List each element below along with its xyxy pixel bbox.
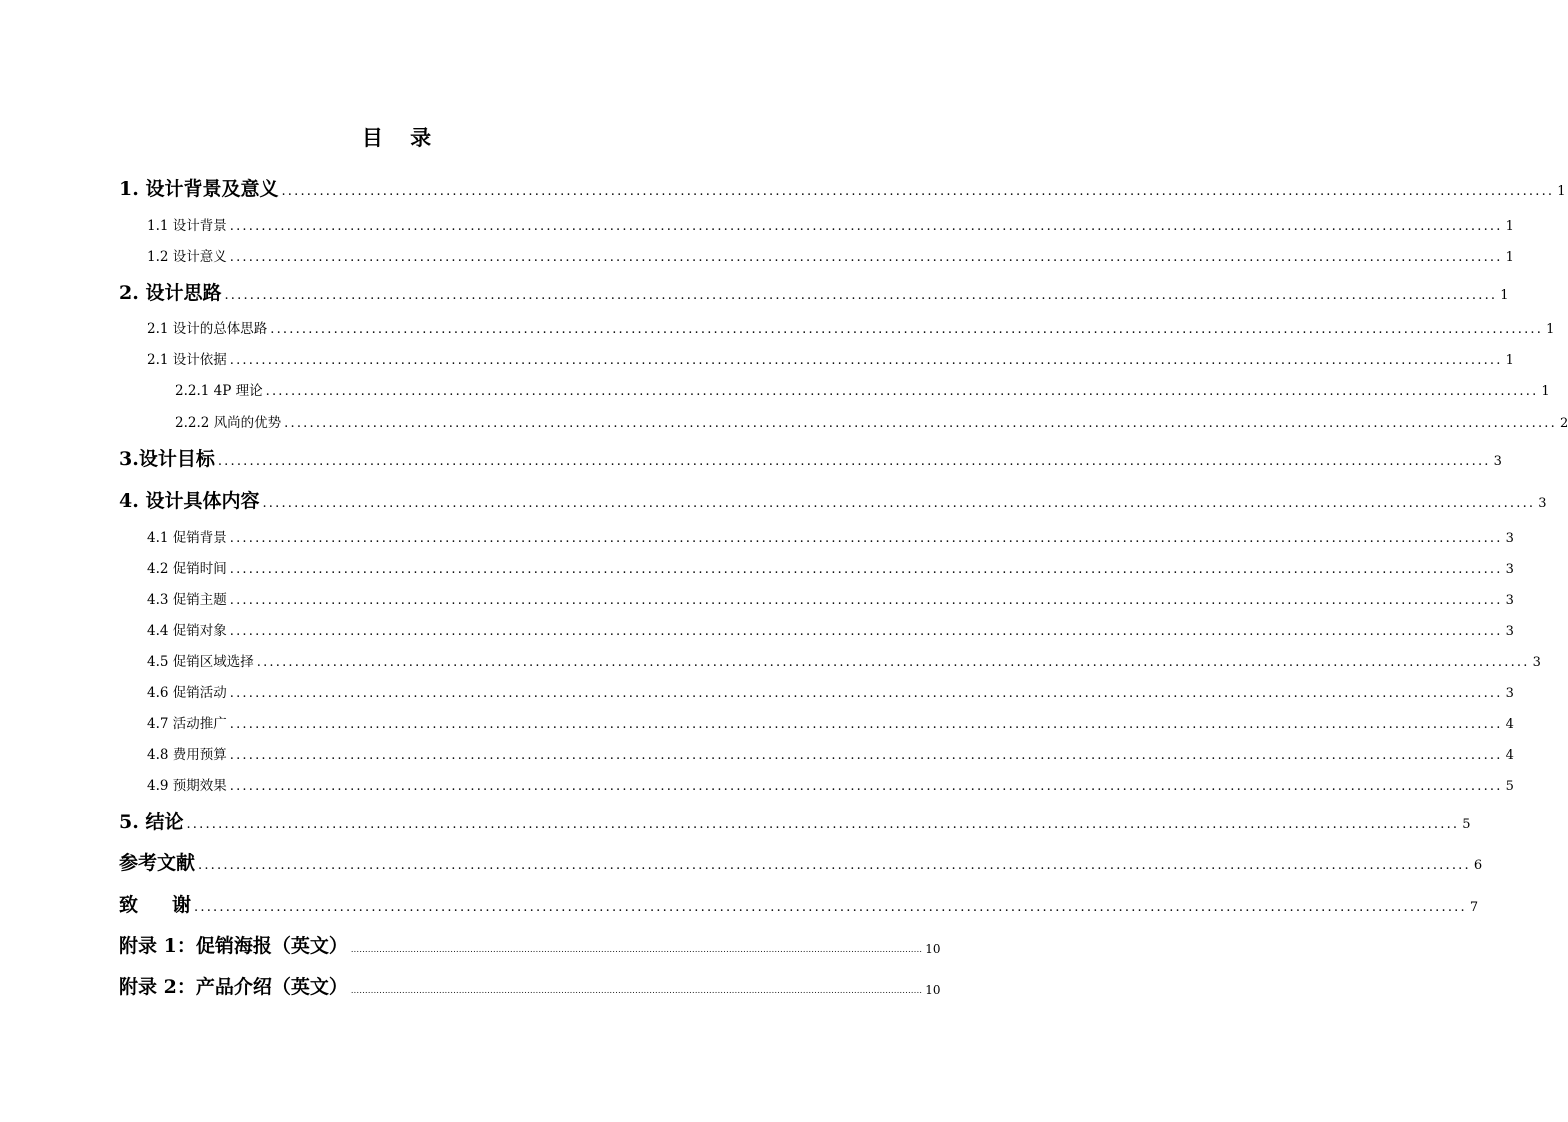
- dot-leader: .........................................................................................................................................................................................................: [217, 454, 1491, 469]
- toc-entry-label: 4.1 促销背景: [147, 530, 227, 546]
- toc-page-number: 1: [1505, 219, 1514, 234]
- toc-entry-4[interactable]: [119, 486, 1547, 513]
- toc-entry-label: 4.6 促销活动: [147, 685, 227, 701]
- toc-entry-5[interactable]: [119, 807, 1471, 834]
- toc-entry-2-1b[interactable]: [147, 348, 1514, 368]
- toc-page-number: 5: [1462, 817, 1471, 832]
- toc-page-number: 3: [1505, 531, 1514, 546]
- toc-entry-2[interactable]: [119, 278, 1509, 305]
- toc-entry-label-part: 致: [119, 894, 139, 916]
- dot-leader: .........................................................................................................................................................................................................: [284, 416, 1557, 431]
- toc-entry-label: 5. 结论: [119, 811, 184, 833]
- toc-page-number: 1: [1546, 322, 1555, 337]
- toc-page-number: 1: [1541, 384, 1550, 399]
- toc-page-number: 10: [925, 942, 941, 956]
- dot-leader: .........................................................................................................................................................................................................: [229, 562, 1503, 577]
- toc-entry-label: 1. 设计背景及意义: [119, 178, 279, 200]
- toc-page-number: 1: [1557, 184, 1566, 199]
- toc-page-number: 3: [1538, 496, 1547, 511]
- toc-entry-label: 3.设计目标: [119, 448, 215, 470]
- toc-entry-references[interactable]: [119, 848, 1483, 875]
- toc-entry-label: 1.1 设计背景: [147, 218, 227, 234]
- toc-page-number: 3: [1505, 686, 1514, 701]
- dot-leader: .........................................................................................................................................................................................................: [281, 184, 1555, 199]
- dot-leader: .........................................................................................................................................................................................................: [194, 900, 1467, 915]
- toc-entry-1[interactable]: [119, 174, 1566, 201]
- toc-page-number: 1: [1505, 353, 1514, 368]
- toc-entry-4-9[interactable]: [147, 774, 1514, 794]
- dot-leader: .........................................................................................................................................................................................................: [229, 717, 1503, 732]
- dot-leader: .........................................................................................................................................................................................................: [229, 748, 1503, 763]
- toc-entry-label: 4.3 促销主题: [147, 592, 227, 608]
- toc-entry-4-3[interactable]: [147, 588, 1514, 608]
- toc-page-number: 4: [1505, 748, 1514, 763]
- dot-leader: .........................................................................................................................................................................................................: [229, 624, 1503, 639]
- toc-entry-label: 2.1 设计依据: [147, 352, 227, 368]
- dot-leader: .........................................................................................................................................................................................................: [198, 858, 1471, 873]
- toc-entry-label: 4.8 费用预算: [147, 747, 227, 763]
- toc-entry-label: 4.7 活动推广: [147, 716, 227, 732]
- toc-entry-2-1[interactable]: [147, 317, 1555, 337]
- toc-entry-4-5[interactable]: [147, 650, 1541, 670]
- toc-entry-label: 附录 1：促销海报（英文）: [119, 935, 348, 957]
- toc-entry-label: 2.1 设计的总体思路: [147, 321, 268, 337]
- toc-entry-label-part: 谢: [172, 894, 192, 916]
- toc-entry-label: 2.2.1 4P 理论: [175, 383, 263, 399]
- toc-entry-label: 2. 设计思路: [119, 282, 222, 304]
- toc-entry-appendix-1[interactable]: [119, 931, 941, 958]
- toc-title: 目 录: [361, 125, 442, 150]
- toc-page-number: 10: [925, 983, 941, 997]
- dot-leader: .........................................................................................................................................................................................................: [229, 531, 1503, 546]
- toc-entry-label: 参考文献: [119, 852, 196, 874]
- toc-page-number: 4: [1505, 717, 1514, 732]
- toc-page-number: 1: [1500, 288, 1509, 303]
- dot-leader: .........................................................................................................................................................................................................: [229, 686, 1503, 701]
- dot-leader: .........................................................................................................................................................................................................: [186, 817, 1460, 832]
- toc-entry-label: 4. 设计具体内容: [119, 490, 260, 512]
- toc-entry-label: 2.2.2 风尚的优势: [175, 415, 282, 431]
- dot-leader: .........................................................................................................................................................................................................: [229, 353, 1503, 368]
- dot-leader: .........................................................................................................................................................................................................: [262, 496, 1536, 511]
- dot-leader: .........................................................................................................................................................................................................: [229, 779, 1503, 794]
- dot-leader: .........................................................................................................................................................................................................: [350, 986, 923, 995]
- toc-entry-3[interactable]: [119, 444, 1502, 471]
- toc-page-number: 7: [1469, 900, 1479, 915]
- toc-page-number: 5: [1505, 779, 1514, 794]
- dot-leader: .........................................................................................................................................................................................................: [229, 219, 1503, 234]
- toc-entry-4-1[interactable]: [147, 526, 1514, 546]
- toc-page-number: 3: [1505, 593, 1514, 608]
- toc-page-number: 3: [1505, 562, 1514, 577]
- toc-entry-appendix-2[interactable]: [119, 972, 941, 999]
- toc-page-number: 6: [1473, 858, 1483, 873]
- toc-entry-4-2[interactable]: [147, 557, 1514, 577]
- toc-entry-label: 4.2 促销时间: [147, 561, 227, 577]
- dot-leader: .........................................................................................................................................................................................................: [350, 945, 923, 954]
- toc-entry-label: 4.9 预期效果: [147, 778, 227, 794]
- toc-entry-label: 4.4 促销对象: [147, 623, 227, 639]
- toc-page-number: 3: [1493, 454, 1502, 469]
- toc-entry-4-6[interactable]: [147, 681, 1514, 701]
- toc-entry-label: 附录 2：产品介绍（英文）: [119, 976, 348, 998]
- dot-leader: .........................................................................................................................................................................................................: [256, 655, 1530, 670]
- dot-leader: .........................................................................................................................................................................................................: [265, 384, 1539, 399]
- toc-page-number: 1: [1505, 250, 1514, 265]
- toc-entry-label: [119, 890, 191, 917]
- toc-page-number: 3: [1505, 624, 1514, 639]
- toc-entry-2-2-2[interactable]: [175, 411, 1568, 431]
- toc-entry-1-2[interactable]: [147, 245, 1514, 265]
- toc-entry-1-1[interactable]: [147, 214, 1514, 234]
- toc-entry-label: 4.5 促销区域选择: [147, 654, 254, 670]
- toc-entry-4-4[interactable]: [147, 619, 1514, 639]
- dot-leader: .........................................................................................................................................................................................................: [270, 322, 1544, 337]
- toc-entry-acknowledgements[interactable]: [119, 890, 1479, 917]
- toc-entry-4-8[interactable]: [147, 743, 1514, 763]
- toc-page-number: 2: [1559, 416, 1568, 431]
- toc-entry-4-7[interactable]: [147, 712, 1514, 732]
- dot-leader: .........................................................................................................................................................................................................: [229, 593, 1503, 608]
- toc-entry-2-2-1[interactable]: [175, 379, 1550, 399]
- dot-leader: .........................................................................................................................................................................................................: [224, 288, 1498, 303]
- toc-page-number: 3: [1532, 655, 1541, 670]
- dot-leader: .........................................................................................................................................................................................................: [229, 250, 1503, 265]
- toc-entry-label: 1.2 设计意义: [147, 249, 227, 265]
